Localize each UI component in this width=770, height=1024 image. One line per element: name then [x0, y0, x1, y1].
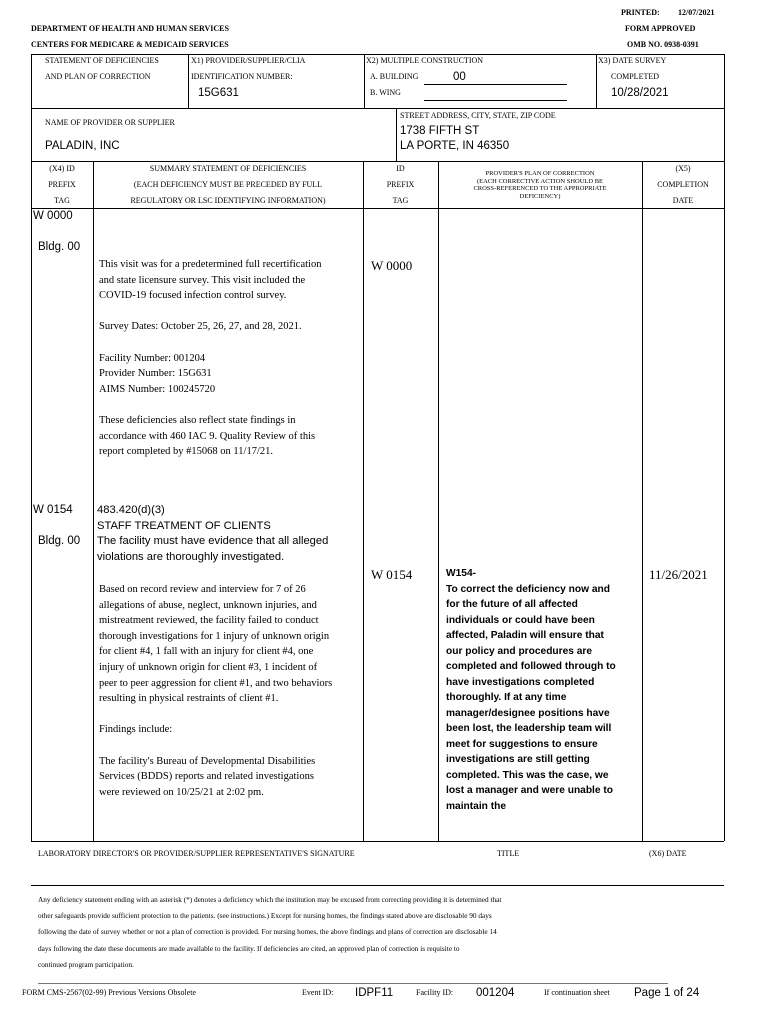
signature-label: LABORATORY DIRECTOR'S OR PROVIDER/SUPPLIER REPRESENTATIVE'S SIGNATURE — [38, 849, 355, 858]
dept-title: DEPARTMENT OF HEALTH AND HUMAN SERVICES — [31, 24, 229, 33]
regulation-title: STAFF TREATMENT OF CLIENTS — [97, 519, 271, 532]
regulation-code: 483.420(d)(3) — [97, 504, 165, 516]
plan-of-correction: W154- To correct the deficiency now and for the future of all affected individuals or could have been affected, Paladin will ensure that our policy and procedures are completed and followed through to have investigations completed thoroughly. If at any time manager/designee positions have been lost, the leadership team will meet for suggestions to ensure investigations are still getting completed. This was the case, we lost a manager and were unable to maintain the — [446, 568, 616, 812]
clia-number: 15G631 — [198, 87, 239, 99]
address-label: STREET ADDRESS, CITY, STATE, ZIP CODE — [400, 111, 556, 120]
x5-header: (X5) COMPLETION DATE — [657, 164, 709, 205]
city-state-zip: LA PORTE, IN 46350 — [400, 140, 510, 152]
regulation-block — [97, 503, 359, 565]
summary-block-1 — [99, 257, 339, 475]
page-number: Page 1 of 24 — [634, 987, 700, 999]
bdds-review: The facility's Bureau of Developmental Disabilities Services (BDDS) reports and related investigations were reviewed on 10/25/21 at 2:02 pm. — [99, 755, 316, 798]
facility-number: Facility Number: 001204 — [99, 352, 206, 364]
x4-header: (X4) ID PREFIX TAG — [48, 164, 76, 205]
facility-id-value: 001204 — [476, 987, 515, 999]
form-approved: FORM APPROVED — [625, 24, 696, 33]
plan-label: AND PLAN OF CORRECTION — [45, 72, 151, 81]
facility-id-label: Facility ID: — [416, 988, 454, 997]
id-tag-w0000: W 0000 — [371, 258, 413, 273]
survey-date-label: X3) DATE SURVEY — [598, 56, 667, 65]
findings-block — [99, 582, 335, 816]
tag-w0000: W 0000 — [33, 210, 73, 222]
provider-name-label: NAME OF PROVIDER OR SUPPLIER — [45, 118, 175, 127]
building-value: 00 — [453, 71, 466, 83]
printed-label: PRINTED: — [621, 8, 660, 17]
event-id-label: Event ID: — [302, 988, 334, 997]
provider-number: Provider Number: 15G631 — [99, 368, 212, 380]
tag-w0154: W 0154 — [33, 504, 73, 516]
disclaimer: Any deficiency statement ending with an asterisk (*) denotes a deficiency which the institution may be excused from correcting providing it is determined that other safeguards provide sufficient protection to the patients. (see instructions.) Except for nursing homes, the findings stated above are disclosable 90 days following the date of survey whether or not a plan of correction is provided. For nursing homes, the above findings and plans of correction are disclosable 14 days following the date these documents are made available to the facility. If deficiencies are cited, an approved plan of correction is requisite to continued program participation. — [38, 895, 502, 969]
printed-date: 12/07/2021 — [678, 8, 715, 17]
title-label: TITLE — [497, 849, 520, 858]
id-header: ID PREFIX TAG — [386, 164, 415, 205]
centers-title: CENTERS FOR MEDICARE & MEDICAID SERVICES — [31, 40, 229, 49]
survey-date-value: 10/28/2021 — [611, 87, 669, 99]
aims-number: AIMS Number: 100245720 — [99, 383, 216, 395]
summary-intro: This visit was for a predetermined full recertification and state licensure survey. This visit included the COVID-19 focused infection control survey. — [99, 259, 322, 302]
street-address: 1738 FIFTH ST — [400, 125, 480, 137]
date-label: (X6) DATE — [649, 849, 687, 858]
wing-label: B. WING — [370, 88, 401, 97]
id-tag-w0154: W 0154 — [371, 567, 413, 582]
plan-header: PROVIDER'S PLAN OF CORRECTION (EACH CORRECTIVE ACTION SHOULD BE CROSS-REFERENCED TO THE APPROPRIATE DEFICIENCY) — [473, 170, 607, 200]
state-findings: These deficiencies also reflect state findings in accordance with 460 IAC 9. Quality Review of this report completed by #15068 on 11/17/21. — [99, 414, 316, 458]
omb-number: OMB NO. 0938-0391 — [627, 40, 699, 49]
bldg-label-1: Bldg. 00 — [38, 241, 81, 253]
continuation-label: If continuation sheet — [544, 988, 610, 997]
form-number: FORM CMS-2567(02-99) Previous Versions Obsolete — [22, 988, 197, 997]
statement-label: STATEMENT OF DEFICIENCIES — [45, 56, 159, 65]
regulation-text: The facility must have evidence that all alleged violations are thoroughly investigated. — [97, 535, 329, 563]
multiple-construction-label: X2) MULTIPLE CONSTRUCTION — [366, 56, 484, 65]
provider-name: PALADIN, INC — [45, 140, 120, 152]
summary-header: SUMMARY STATEMENT OF DEFICIENCIES (EACH DEFICIENCY MUST BE PRECEDED BY FULL REGULATORY OR LSC IDENTIFYING INFORMATION) — [130, 164, 326, 205]
bldg-label-2: Bldg. 00 — [38, 535, 81, 547]
clia-label: X1) PROVIDER/SUPPLIER/CLIA — [191, 56, 306, 65]
survey-dates: Survey Dates: October 25, 26, 27, and 28, 2021. — [99, 321, 302, 333]
identification-label: IDENTIFICATION NUMBER: — [191, 72, 293, 81]
findings-include: Findings include: — [99, 724, 173, 736]
building-label: A. BUILDING — [370, 72, 419, 81]
completion-date: 11/26/2021 — [649, 567, 708, 582]
event-id-value: IDPF11 — [355, 987, 394, 999]
findings-summary: Based on record review and interview for 7 of 26 allegations of abuse, neglect, unknown injuries, and mistreatment reviewed, the facility failed to conduct thorough investigations for 1 injury of unknown origin for client #4, 1 fall with an injury for client #4, one injury of unknown origin for client #3, 1 incident of peer to peer aggression for client #1, and two behaviors resulting in physical restraints of client #1. — [99, 584, 333, 705]
completed-label: COMPLETED — [611, 72, 659, 81]
